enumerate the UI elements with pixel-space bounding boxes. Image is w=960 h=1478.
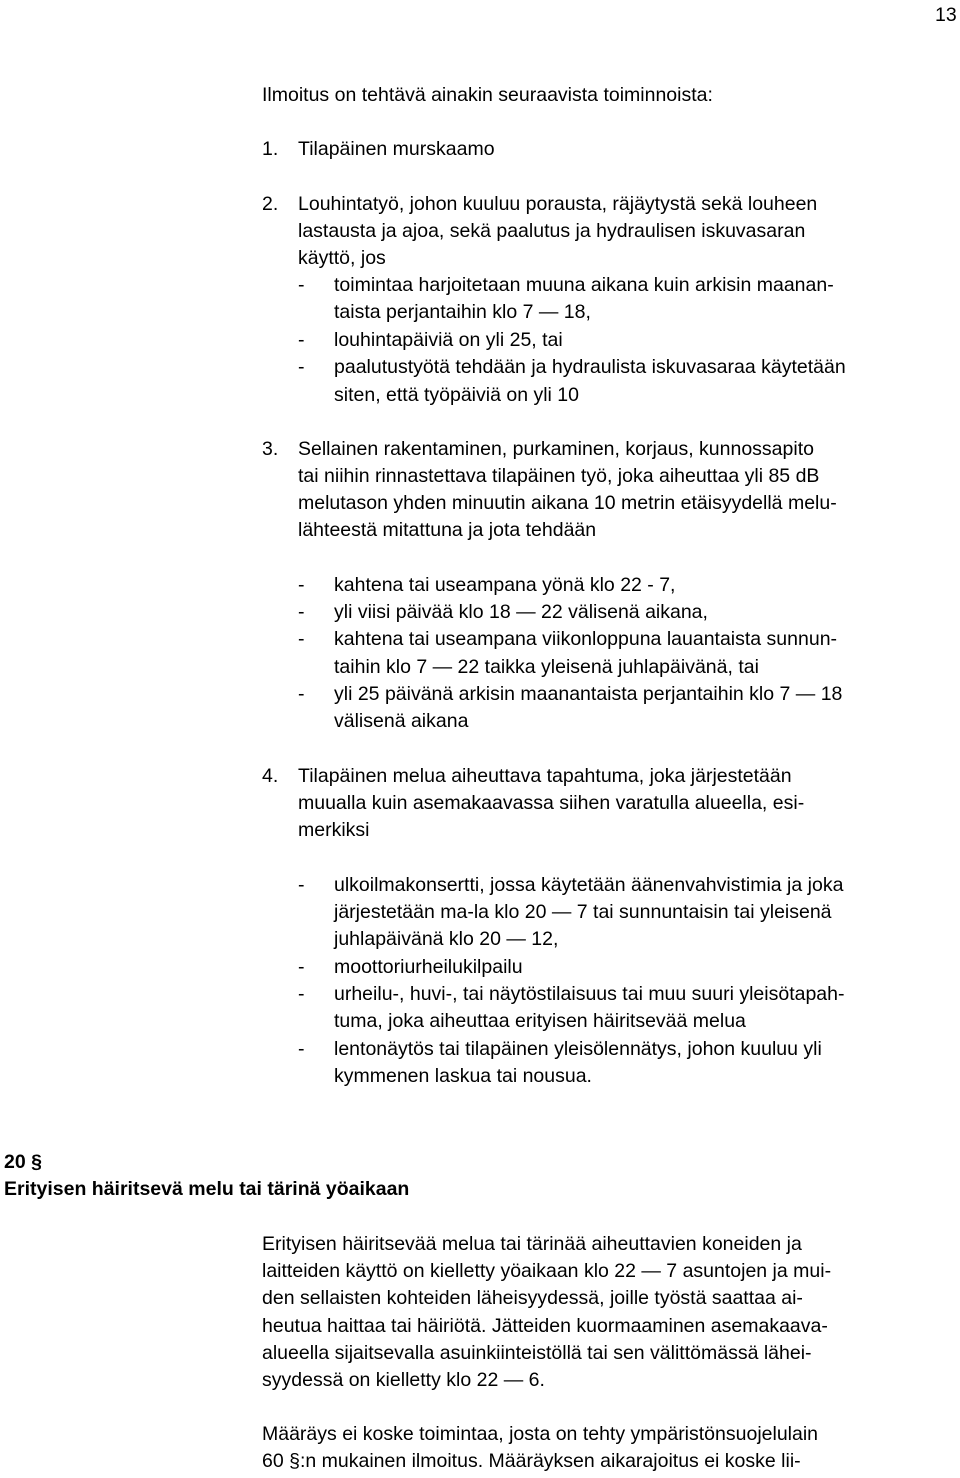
item-2-bullet-3-line-1: paalutustyötä tehdään ja hydraulista iskuvasaraa käytetään (334, 356, 846, 378)
item-3-bullet-3-line-1: kahtena tai useampana viikonloppuna lauantaista sunnun- (334, 628, 838, 650)
bullet-dash: - (298, 628, 305, 650)
item-3-number: 3. (262, 438, 279, 460)
section-number: 20 § (4, 1151, 42, 1173)
section-paragraph-1-line: alueella sijaitsevalla asuinkiinteistöllä tai sen välittömässä lähei- (262, 1342, 812, 1364)
bullet-dash: - (298, 956, 305, 978)
item-3-line: tai niihin rinnastettava tilapäinen työ, joka aiheuttaa yli 85 dB (298, 465, 820, 487)
item-2-line: Louhintatyö, johon kuuluu porausta, räjäytystä sekä louheen (298, 193, 818, 215)
bullet-dash: - (298, 329, 305, 351)
item-3-bullet-4-line-2: välisenä aikana (334, 710, 469, 732)
item-2-bullet-2-line-1: louhintapäiviä on yli 25, tai (334, 329, 563, 351)
item-4-number: 4. (262, 765, 279, 787)
item-2-bullet-3-line-2: siten, että työpäiviä on yli 10 (334, 384, 579, 406)
intro-text: Ilmoitus on tehtävä ainakin seuraavista toiminnoista: (262, 84, 713, 106)
item-1-text: Tilapäinen murskaamo (298, 138, 495, 160)
bullet-dash: - (298, 1038, 305, 1060)
section-title: Erityisen häiritsevä melu tai tärinä yöaikaan (4, 1178, 410, 1200)
section-paragraph-1-line: laitteiden käyttö on kielletty yöaikaan klo 22 — 7 asuntojen ja mui- (262, 1260, 832, 1282)
item-4-line: merkiksi (298, 819, 370, 841)
item-4-bullet-3-line-2: tuma, joka aiheuttaa erityisen häiritsevää melua (334, 1010, 746, 1032)
section-paragraph-1-line: heutua haittaa tai häiriötä. Jätteiden kuormaaminen asemakaava- (262, 1315, 828, 1337)
bullet-dash: - (298, 683, 305, 705)
item-4-bullet-1-line-1: ulkoilmakonsertti, jossa käytetään äänenvahvistimia ja joka (334, 874, 844, 896)
item-3-line: Sellainen rakentaminen, purkaminen, korjaus, kunnossapito (298, 438, 814, 460)
item-4-bullet-3-line-1: urheilu-, huvi-, tai näytöstilaisuus tai muu suuri yleisötapah- (334, 983, 845, 1005)
item-3-bullet-4-line-1: yli 25 päivänä arkisin maanantaista perjantaihin klo 7 — 18 (334, 683, 843, 705)
item-2-bullet-1-line-2: taista perjantaihin klo 7 — 18, (334, 301, 591, 323)
item-3-bullet-3-line-2: taihin klo 7 — 22 taikka yleisenä juhlapäivänä, tai (334, 656, 759, 678)
item-3-line: lähteestä mitattuna ja jota tehdään (298, 519, 597, 541)
item-2-number: 2. (262, 193, 279, 215)
item-2-line: käyttö, jos (298, 247, 386, 269)
section-paragraph-1-line: Erityisen häiritsevää melua tai tärinää aiheuttavien koneiden ja (262, 1233, 802, 1255)
bullet-dash: - (298, 274, 305, 296)
item-4-bullet-1-line-2: järjestetään ma-la klo 20 — 7 tai sunnuntaisin tai yleisenä (334, 901, 832, 923)
item-3-bullet-2-line-1: yli viisi päivää klo 18 — 22 välisenä aikana, (334, 601, 708, 623)
bullet-dash: - (298, 601, 305, 623)
item-4-bullet-4-line-2: kymmenen laskua tai nousua. (334, 1065, 592, 1087)
item-4-bullet-1-line-3: juhlapäivänä klo 20 — 12, (334, 928, 559, 950)
section-paragraph-1-line: den sellaisten kohteiden läheisyydessä, joille työstä saattaa ai- (262, 1287, 803, 1309)
page-number: 13 (935, 4, 957, 26)
item-4-line: Tilapäinen melua aiheuttava tapahtuma, joka järjestetään (298, 765, 792, 787)
item-4-bullet-2-line-1: moottoriurheilukilpailu (334, 956, 523, 978)
item-4-line: muualla kuin asemakaavassa siihen varatulla alueella, esi- (298, 792, 805, 814)
section-paragraph-2-line: 60 §:n mukainen ilmoitus. Määräyksen aikarajoitus ei koske lii- (262, 1450, 801, 1472)
section-paragraph-1-line: syydessä on kielletty klo 22 — 6. (262, 1369, 545, 1391)
item-2-bullet-1-line-1: toimintaa harjoitetaan muuna aikana kuin arkisin maanan- (334, 274, 834, 296)
item-3-line: melutason yhden minuutin aikana 10 metrin etäisyydellä melu- (298, 492, 837, 514)
item-4-bullet-4-line-1: lentonäytös tai tilapäinen yleisölennätys, johon kuuluu yli (334, 1038, 822, 1060)
bullet-dash: - (298, 574, 305, 596)
bullet-dash: - (298, 983, 305, 1005)
section-paragraph-2-line: Määräys ei koske toimintaa, josta on tehty ympäristönsuojelulain (262, 1423, 819, 1445)
bullet-dash: - (298, 356, 305, 378)
item-3-bullet-1-line-1: kahtena tai useampana yönä klo 22 - 7, (334, 574, 676, 596)
bullet-dash: - (298, 874, 305, 896)
item-2-line: lastausta ja ajoa, sekä paalutus ja hydraulisen iskuvasaran (298, 220, 806, 242)
item-1-number: 1. (262, 138, 279, 160)
